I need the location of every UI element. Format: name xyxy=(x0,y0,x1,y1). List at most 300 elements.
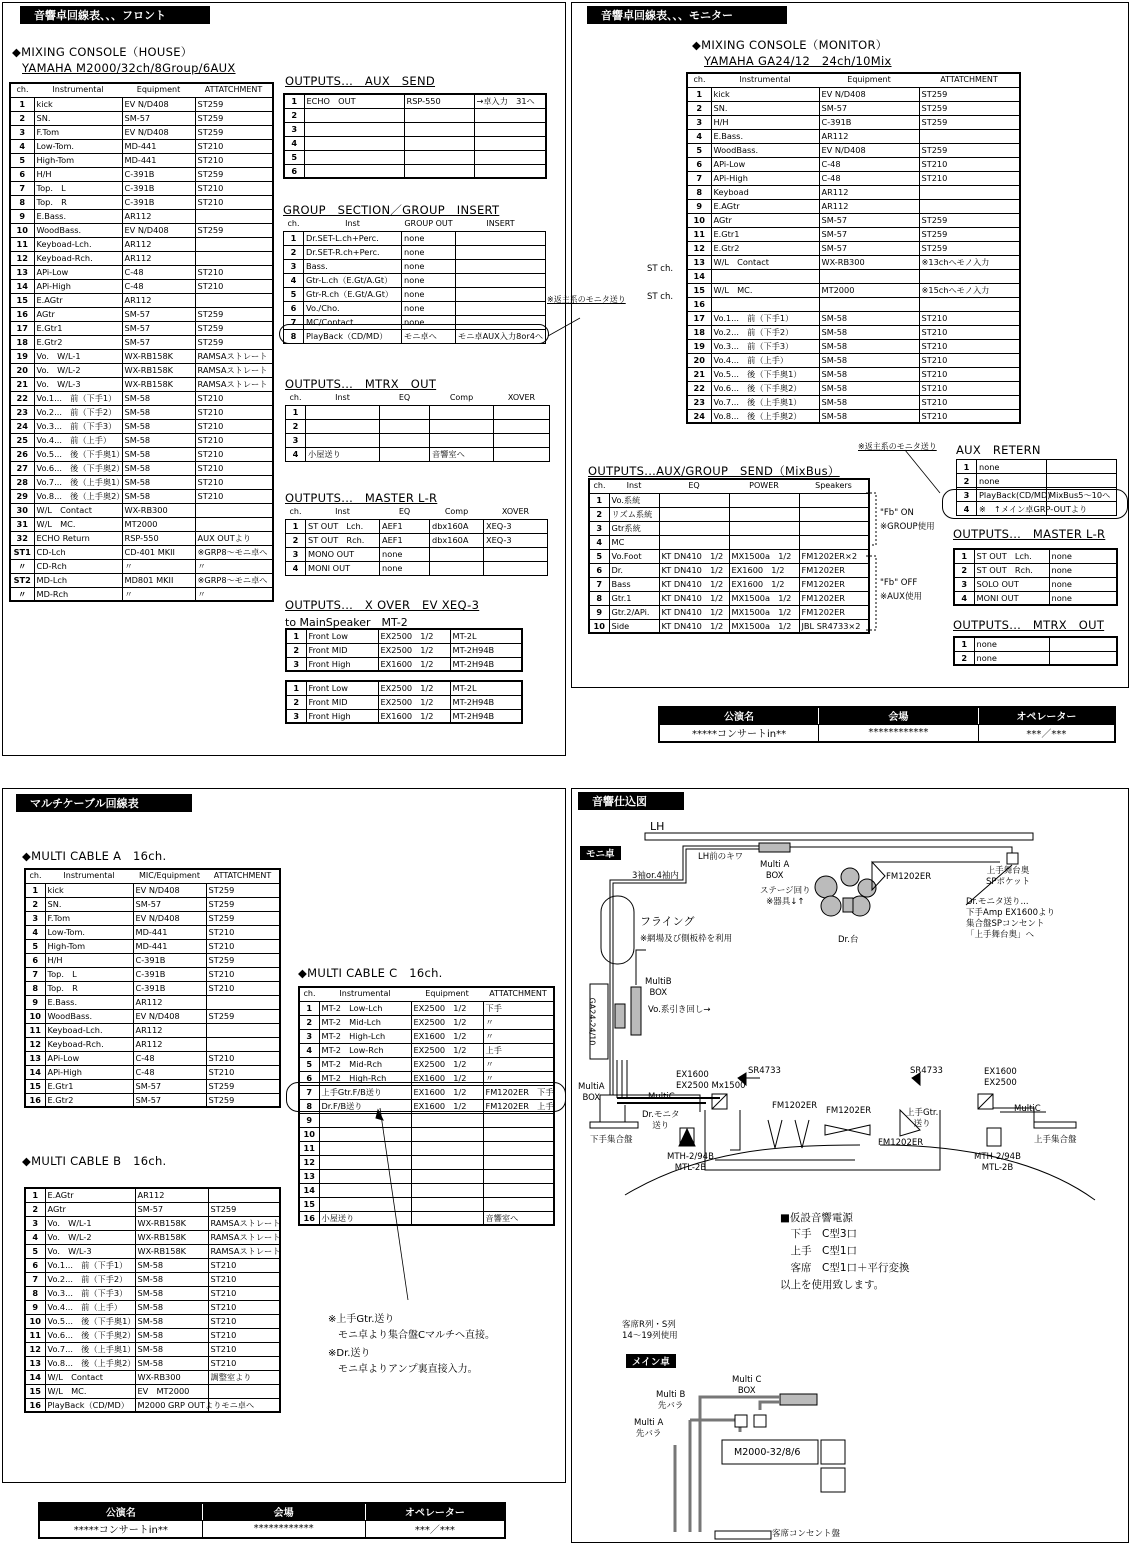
front-cell: Vo.8... 後（上手奥2） xyxy=(34,489,122,503)
mon-cell: 19 xyxy=(687,339,711,353)
mixbus-header: POWER xyxy=(749,481,779,491)
mb-cell: 16 xyxy=(25,1398,45,1412)
front-cell: ST210 xyxy=(195,153,273,167)
xover1-cell: MT-2H94B xyxy=(450,657,522,671)
front-cell: W/L Contact xyxy=(34,503,122,517)
footer-value: *****コンサートin** xyxy=(659,724,819,742)
mc-cell: Dr.F/B送り xyxy=(319,1099,411,1113)
master-cell: 2 xyxy=(286,533,306,547)
mon-cell: WoodBass. xyxy=(711,143,819,157)
fm1-label: FM1202ER xyxy=(772,1101,818,1111)
group-cell: MC/Contact xyxy=(304,315,402,329)
shimo-ban xyxy=(590,1122,638,1128)
fb-off-note: ※AUX使用 xyxy=(880,592,922,602)
ma-cell: Low-Tom. xyxy=(45,925,133,939)
group-header: INSERT xyxy=(486,218,515,228)
front-cell: ※GRP8〜モニ卓へ xyxy=(195,573,273,587)
ma-cell: F.Tom xyxy=(45,911,133,925)
footer-value: ************ xyxy=(202,1520,365,1538)
mmaster-cell: SOLO OUT xyxy=(974,577,1049,591)
ma-header: ch. xyxy=(29,871,42,881)
front-cell: 〃 xyxy=(10,587,34,601)
master-cell: 3 xyxy=(286,547,306,561)
mixbus-header: Speakers xyxy=(815,481,852,491)
mb-cell: WX-RB158K xyxy=(135,1216,208,1230)
mmtrx-cell: 2 xyxy=(954,651,974,665)
mon-cell: 12 xyxy=(687,241,711,255)
aux-cell: 1 xyxy=(284,94,304,108)
mon-cell: 23 xyxy=(687,395,711,409)
mixbus-header: Inst xyxy=(626,481,642,491)
ret-cell: PlayBack(CD/MD) xyxy=(977,488,1047,502)
mixbus-cell: 3 xyxy=(589,521,609,535)
mixbus-cell: 9 xyxy=(589,605,609,619)
ma-cell: Keyboad-Lch. xyxy=(45,1023,133,1037)
multi-note-4: モニ卓よりアンプ裏直接入力。 xyxy=(328,1364,478,1375)
mon-cell: 4 xyxy=(687,129,711,143)
ma-header: Instrumental xyxy=(63,871,115,881)
mc-header: ATTATCHMENT xyxy=(489,989,547,999)
ma-cell: 9 xyxy=(25,995,45,1009)
front-cell: C-391B xyxy=(122,195,195,209)
ma-cell: H/H xyxy=(45,953,133,967)
diagram-title: 音響仕込図 xyxy=(578,792,684,810)
ma-cell: 8 xyxy=(25,981,45,995)
aux-cell: 3 xyxy=(284,122,304,136)
mixbus-cell: Dr. xyxy=(609,563,659,577)
xover1-cell: EX1600 1/2 xyxy=(378,657,450,671)
front-cell: 〃 xyxy=(122,587,195,601)
ma-cell: Keyboad-Rch. xyxy=(45,1037,133,1051)
mon-cell: Keyboad xyxy=(711,185,819,199)
mixbus-cell: KT DN410 1/2 xyxy=(659,619,729,633)
front-cell: E.AGtr xyxy=(34,293,122,307)
xover1-cell: 1 xyxy=(286,629,306,643)
front-cell: ※GRP8〜モニ卓へ xyxy=(195,545,273,559)
mc-cell: 上手 xyxy=(483,1043,554,1057)
group-header: Inst xyxy=(345,218,360,228)
mc-cell: MT-2 Mid-Lch xyxy=(319,1015,411,1029)
mon-cell: ST210 xyxy=(919,381,1020,395)
aux-return-note: ※返主系のモニタ送り xyxy=(858,442,937,451)
front-cell: C-48 xyxy=(122,265,195,279)
front-cell: ST210 xyxy=(195,265,273,279)
ma-cell: APi-Low xyxy=(45,1051,133,1065)
mc-header: Equipment xyxy=(425,989,469,999)
mon-header: Equipment xyxy=(847,75,891,85)
mixbus-cell: 10 xyxy=(589,619,609,633)
mon-cell: ST259 xyxy=(919,115,1020,129)
mmaster-cell: ST OUT Lch. xyxy=(974,549,1049,563)
group-cell: none xyxy=(402,273,456,287)
front-cell: F.Tom xyxy=(34,125,122,139)
front-cell: ST210 xyxy=(195,181,273,195)
multi-c-heading: ◆MULTI CABLE C 16ch. xyxy=(298,966,443,980)
mon-cell: W/L Contact xyxy=(711,255,819,269)
multic-r-label: MultiC xyxy=(1014,1104,1041,1114)
front-cell: ST210 xyxy=(195,447,273,461)
ma-cell: 2 xyxy=(25,897,45,911)
ma-cell: 12 xyxy=(25,1037,45,1051)
front-cell: 24 xyxy=(10,419,34,433)
mon-cell: 10 xyxy=(687,213,711,227)
front-mtrx-heading: OUTPUTS... MTRX OUT xyxy=(285,377,437,391)
mb-cell: SM-58 xyxy=(135,1356,208,1370)
mon-cell: ST210 xyxy=(919,311,1020,325)
front-cell: 15 xyxy=(10,293,34,307)
mon-cell: E.Gtr2 xyxy=(711,241,819,255)
mb-cell: Vo.3... 前（下手3） xyxy=(45,1286,135,1300)
mb-cell: PlayBack（CD/MD） xyxy=(45,1398,135,1412)
ret-cell: none xyxy=(977,474,1047,488)
mc-cell: 14 xyxy=(299,1183,319,1197)
xover1-cell: EX2500 1/2 xyxy=(378,629,450,643)
mtrx-cell: 3 xyxy=(286,433,306,447)
mb-cell: ST210 xyxy=(208,1258,280,1272)
mb-cell: SM-58 xyxy=(135,1342,208,1356)
front-group-note: ※返主系のモニタ送り xyxy=(547,295,626,304)
ma-cell: MD-441 xyxy=(133,925,206,939)
mb-cell: Vo.2... 前（下手2） xyxy=(45,1272,135,1286)
mc-cell: EX2500 1/2 xyxy=(411,1001,483,1015)
mixbus-cell: 2 xyxy=(589,507,609,521)
master-cell: 4 xyxy=(286,561,306,575)
front-cell: Vo. W/L-2 xyxy=(34,363,122,377)
mon-cell: ST210 xyxy=(919,325,1020,339)
front-cell: SM-58 xyxy=(122,405,195,419)
ma-cell: AR112 xyxy=(133,1023,206,1037)
ret-cell: ※ ↑メイン卓GRP-OUTより xyxy=(977,502,1047,516)
ma-cell: ST259 xyxy=(206,1093,280,1107)
mixbus-cell: 8 xyxy=(589,591,609,605)
front-cell: 11 xyxy=(10,237,34,251)
mixbus-cell: 1 xyxy=(589,493,609,507)
front-cell: 29 xyxy=(10,489,34,503)
mtrx-header: XOVER xyxy=(507,392,536,402)
mc-cell: 4 xyxy=(299,1043,319,1057)
master-cell: XEQ-3 xyxy=(484,519,548,533)
ma-cell: APi-High xyxy=(45,1065,133,1079)
mixbus-cell: Gtr系統 xyxy=(609,521,659,535)
ma-cell: kick xyxy=(45,883,133,897)
monitor-console-model: YAMAHA GA24/12 24ch/10Mix xyxy=(704,54,892,68)
mmaster-cell: none xyxy=(1049,591,1117,605)
ret-cell: 4 xyxy=(957,502,977,516)
mb-cell: 10 xyxy=(25,1314,45,1328)
front-cell: MD-Lch xyxy=(34,573,122,587)
stch-label-2: ST ch. xyxy=(647,292,674,302)
ga-label: GA24-24/10 xyxy=(587,997,597,1046)
mon-cell: E.Bass. xyxy=(711,129,819,143)
mon-header: ch. xyxy=(693,75,706,85)
mc-cell: EX1600 1/2 xyxy=(411,1099,483,1113)
mc-cell: EX1600 1/2 xyxy=(411,1071,483,1085)
front-cell: Keyboad-Rch. xyxy=(34,251,122,265)
flying-note: ※網場及び側板枠を利用 xyxy=(640,934,733,944)
mb-cell: ST210 xyxy=(208,1328,280,1342)
mtrx-cell: 小屋送り xyxy=(306,447,380,461)
outlet-label: 客席コンセント盤 xyxy=(772,1529,841,1539)
front-cell: 30 xyxy=(10,503,34,517)
mon-cell: SM-58 xyxy=(819,353,919,367)
mb-cell: SM-58 xyxy=(135,1314,208,1328)
front-cell: 19 xyxy=(10,349,34,363)
mixbus-cell: KT DN410 1/2 xyxy=(659,577,729,591)
mixbus-cell: リズム系統 xyxy=(609,507,659,521)
mb-cell: EV MT2000 xyxy=(135,1384,208,1398)
ma-cell: SN. xyxy=(45,897,133,911)
front-cell: RAMSAストレート xyxy=(195,349,273,363)
front-cell: W/L MC. xyxy=(34,517,122,531)
ma-cell: Top. R xyxy=(45,981,133,995)
front-cell: C-391B xyxy=(122,181,195,195)
ma-cell: C-391B xyxy=(133,953,206,967)
mb-cell: ST210 xyxy=(208,1342,280,1356)
mixbus-cell: EX1600 1/2 xyxy=(729,563,799,577)
mc-cell: MT-2 Low-Rch xyxy=(319,1043,411,1057)
dr-label: Dr.台 xyxy=(838,935,859,945)
front-cell: SM-57 xyxy=(122,307,195,321)
front-cell: APi-Low xyxy=(34,265,122,279)
mon-cell: ST259 xyxy=(919,213,1020,227)
mb-cell: 15 xyxy=(25,1384,45,1398)
mb-cell: 3 xyxy=(25,1216,45,1230)
front-cell: AUX OUTより xyxy=(195,531,273,545)
mc-cell: EX2500 1/2 xyxy=(411,1015,483,1029)
front-cell: ST1 xyxy=(10,545,34,559)
ma-cell: ST210 xyxy=(206,1065,280,1079)
xover1-cell: 2 xyxy=(286,643,306,657)
fb-off: "Fb" OFF xyxy=(880,578,918,588)
ex-r-label: EX1600 EX2500 xyxy=(984,1067,1017,1088)
mb-cell: 5 xyxy=(25,1244,45,1258)
mon-cell: ST259 xyxy=(919,227,1020,241)
front-cell: 14 xyxy=(10,279,34,293)
mon-cell: SM-57 xyxy=(819,101,919,115)
mc-cell: 13 xyxy=(299,1169,319,1183)
power-2: 下手 C型3口 xyxy=(780,1228,858,1240)
front-cell: SM-58 xyxy=(122,447,195,461)
mmaster-cell: MONI OUT xyxy=(974,591,1049,605)
group-cell: モニ卓AUX入力8or4へ xyxy=(456,329,546,343)
group-cell: 8 xyxy=(284,329,304,343)
front-cell: CD-401 MKII xyxy=(122,545,195,559)
mb-cell: 6 xyxy=(25,1258,45,1272)
outlet-board xyxy=(715,1531,771,1539)
dr-note: Dr.モニタ送り... 下手Amp EX1600より 集合盤SPコンセント 「上手舞台奥」へ xyxy=(966,897,1056,940)
multia-box-label: Multi A BOX xyxy=(760,860,790,881)
mc-cell: EX2500 1/2 xyxy=(411,1043,483,1057)
front-group-heading: GROUP SECTION／GROUP INSERT xyxy=(283,203,500,217)
mc-cell: 6 xyxy=(299,1071,319,1085)
ma-cell: E.Bass. xyxy=(45,995,133,1009)
group-cell: Vo./Cho. xyxy=(304,301,402,315)
front-cell: ST210 xyxy=(195,405,273,419)
mixbus-cell: Vo.Foot xyxy=(609,549,659,563)
xover1-cell: Front Low xyxy=(306,629,378,643)
mixbus-cell: JBL SR4733×2 xyxy=(799,619,869,633)
mon-cell: ※15chへモノ入力 xyxy=(919,283,1020,297)
ma-cell: 14 xyxy=(25,1065,45,1079)
kgtr-label: 上手Gtr. 送り xyxy=(906,1108,939,1129)
multi-note-1: ※上手Gtr.送り xyxy=(328,1314,395,1325)
front-cell: WX-RB158K xyxy=(122,349,195,363)
front-cell: MT2000 xyxy=(122,517,195,531)
mth-r-label: MTH-2/94B MTL-2B xyxy=(974,1152,1021,1173)
mb-cell: M2000 GRP OUTよりモニ卓へ xyxy=(135,1398,208,1412)
front-cell: 25 xyxy=(10,433,34,447)
front-cell: 21 xyxy=(10,377,34,391)
vo-label: Vo.系引き回し→ xyxy=(648,1005,711,1015)
front-cell: 8 xyxy=(10,195,34,209)
fm3-label: FM1202ER xyxy=(878,1138,924,1148)
mon-cell: 9 xyxy=(687,199,711,213)
front-cell: WX-RB158K xyxy=(122,377,195,391)
mc-cell: 小屋送り xyxy=(319,1211,411,1225)
front-cell: 22 xyxy=(10,391,34,405)
front-cell: Vo.1... 前（下手1） xyxy=(34,391,122,405)
mb-cell: 9 xyxy=(25,1300,45,1314)
mc-cell: MT-2 High-Rch xyxy=(319,1071,411,1085)
multi-title: マルチケーブル回線表 xyxy=(16,794,192,812)
mb-cell: 4 xyxy=(25,1230,45,1244)
mmaster-cell: ST OUT Rch. xyxy=(974,563,1049,577)
front-cell: Vo.2... 前（下手2） xyxy=(34,405,122,419)
mc-cell: 〃 xyxy=(483,1071,554,1085)
mon-cell: 15 xyxy=(687,283,711,297)
footer-header: オペレーター xyxy=(978,707,1115,724)
front-cell: ST259 xyxy=(195,307,273,321)
mon-cell: 11 xyxy=(687,227,711,241)
front-cell: ST210 xyxy=(195,489,273,503)
aux-cell: ECHO OUT xyxy=(304,94,404,108)
xover1-cell: EX2500 1/2 xyxy=(378,643,450,657)
mb-cell: 14 xyxy=(25,1370,45,1384)
mon-cell: 2 xyxy=(687,101,711,115)
group-header: ch. xyxy=(287,218,300,228)
mb-cell: ST210 xyxy=(208,1272,280,1286)
lh-bar xyxy=(645,833,1033,840)
front-cell: ST259 xyxy=(195,167,273,181)
mon-cell: 21 xyxy=(687,367,711,381)
mon-cell: AR112 xyxy=(819,185,919,199)
master-cell: dbx160A xyxy=(430,533,484,547)
mon-cell: kick xyxy=(711,87,819,101)
aux-cell: →卓入力 31へ xyxy=(474,94,546,108)
mon-cell: EV N/D408 xyxy=(819,87,919,101)
fm-top-label: FM1202ER xyxy=(886,872,932,882)
xover1-cell: Front High xyxy=(306,657,378,671)
mon-cell: SM-57 xyxy=(819,213,919,227)
front-cell: ST259 xyxy=(195,223,273,237)
mc-cell: 8 xyxy=(299,1099,319,1113)
moni-tag: モニ卓 xyxy=(580,846,621,860)
mmaster-cell: 3 xyxy=(954,577,974,591)
mc-cell: 音響室へ xyxy=(483,1211,554,1225)
mc-cell: 15 xyxy=(299,1197,319,1211)
ma-cell: 15 xyxy=(25,1079,45,1093)
mb-cell: Vo.4... 前（上手） xyxy=(45,1300,135,1314)
multib-label: MultiB BOX xyxy=(645,977,672,998)
mon-cell: 18 xyxy=(687,325,711,339)
multi-b-heading: ◆MULTI CABLE B 16ch. xyxy=(22,1154,167,1168)
mc-cell: 9 xyxy=(299,1113,319,1127)
ma-cell: 5 xyxy=(25,939,45,953)
master-header: XOVER xyxy=(501,506,530,516)
ma-cell: C-48 xyxy=(133,1065,206,1079)
front-aux-heading: OUTPUTS... AUX SEND xyxy=(285,74,436,88)
shimo-ban-label: 下手集合盤 xyxy=(590,1135,633,1145)
ma-cell: 16 xyxy=(25,1093,45,1107)
mb-cell: Vo.7... 後（上手奥1） xyxy=(45,1342,135,1356)
ma-cell: ST210 xyxy=(206,981,280,995)
front-cell: 〃 xyxy=(10,559,34,573)
front-cell: kick xyxy=(34,97,122,111)
front-cell: Top. L xyxy=(34,181,122,195)
stch-label-1: ST ch. xyxy=(647,264,674,274)
group-cell: Bass. xyxy=(304,259,402,273)
front-cell: 10 xyxy=(10,223,34,237)
main-tag: メイン卓 xyxy=(626,1354,676,1368)
mon-cell: ※13chへモノ入力 xyxy=(919,255,1020,269)
xover2-cell: MT-2H94B xyxy=(450,695,522,709)
group-cell: 6 xyxy=(284,301,304,315)
ret-cell: MixBus5〜10へ xyxy=(1047,488,1117,502)
footer-value: ***／*** xyxy=(365,1520,505,1538)
mtrx-cell: 2 xyxy=(286,419,306,433)
aux-cell: 4 xyxy=(284,136,304,150)
xover2-cell: MT-2L xyxy=(450,681,522,695)
mb-cell: SM-58 xyxy=(135,1300,208,1314)
mixbus-cell: FM1202ER xyxy=(799,591,869,605)
front-cell: Vo. W/L-1 xyxy=(34,349,122,363)
ma-cell: MD-441 xyxy=(133,939,206,953)
mon-cell: SM-57 xyxy=(819,227,919,241)
mixbus-cell: KT DN410 1/2 xyxy=(659,563,729,577)
front-cell: ECHO Return xyxy=(34,531,122,545)
group-cell: モニ卓へ xyxy=(402,329,456,343)
front-cell: 5 xyxy=(10,153,34,167)
mon-cell: ST210 xyxy=(919,367,1020,381)
mixbus-cell: MX1500a 1/2 xyxy=(729,619,799,633)
ma-cell: Top. L xyxy=(45,967,133,981)
master-cell: ST OUT Lch. xyxy=(306,519,380,533)
mc-cell: 2 xyxy=(299,1015,319,1029)
ma-cell: AR112 xyxy=(133,1037,206,1051)
multia2-label: MultiA BOX xyxy=(578,1082,605,1103)
xover2-cell: Front High xyxy=(306,709,378,723)
xover2-cell: MT-2H94B xyxy=(450,709,522,723)
front-cell: SM-58 xyxy=(122,489,195,503)
front-cell: SM-57 xyxy=(122,335,195,349)
master-cell: none xyxy=(380,561,430,575)
mon-cell: 1 xyxy=(687,87,711,101)
ma-cell: 7 xyxy=(25,967,45,981)
mon-cell: H/H xyxy=(711,115,819,129)
mtrx-cell: 音響室へ xyxy=(430,447,494,461)
mon-cell: 3 xyxy=(687,115,711,129)
front-cell: WX-RB158K xyxy=(122,363,195,377)
front-cell: MD-Rch xyxy=(34,587,122,601)
monitor-mtrx-heading: OUTPUTS... MTRX OUT xyxy=(953,618,1105,632)
ma-cell: 3 xyxy=(25,911,45,925)
mmaster-cell: 4 xyxy=(954,591,974,605)
ma-cell: WoodBass. xyxy=(45,1009,133,1023)
mon-cell: ST259 xyxy=(919,101,1020,115)
front-cell: ST210 xyxy=(195,139,273,153)
group-cell: 7 xyxy=(284,315,304,329)
ma-cell: 10 xyxy=(25,1009,45,1023)
